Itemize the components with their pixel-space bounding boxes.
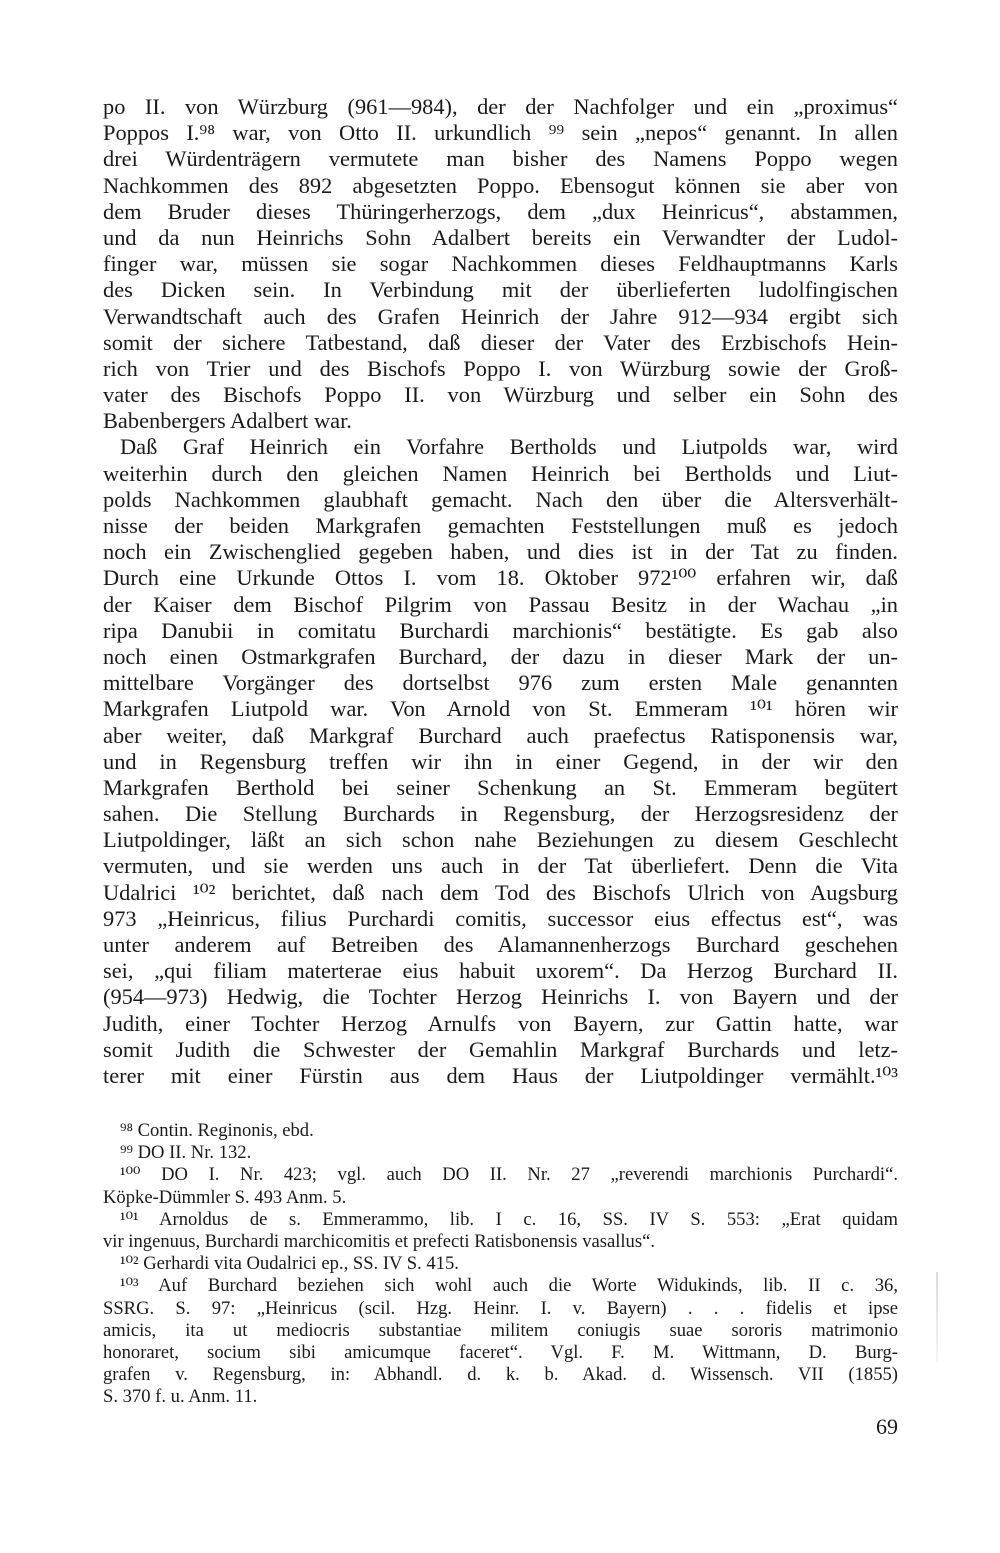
text-line: Udalrici ¹⁰² berichtet, daß nach dem Tod des Bischofs Ulrich von Augsburg [103,879,898,905]
text-line: 973 „Heinricus, filius Purchardi comitis, successor eius effectus est“, was [103,905,898,931]
text-line: Judith, einer Tochter Herzog Arnulfs von Bayern, zur Gattin hatte, war [103,1010,898,1036]
footnote-line: Köpke-Dümmler S. 493 Anm. 5. [103,1186,347,1208]
scan-edge-mark [936,1272,938,1362]
text-line: nisse der beiden Markgrafen gemachten Feststellungen muß es jedoch [103,513,898,538]
text-line: terer mit einer Fürstin aus dem Haus der Liutpoldinger vermählt.¹⁰³ [103,1062,898,1088]
text-line: unter anderem auf Betreiben des Alamannenherzogs Burchard geschehen [103,932,898,957]
body-text [103,94,898,1089]
text-line: weiterhin durch den gleichen Namen Heinrich bei Bertholds und Liut- [103,460,898,486]
text-line: Verwandtschaft auch des Grafen Heinrich der Jahre 912—934 ergibt sich [103,303,898,329]
text-line: finger war, müssen sie sogar Nachkommen dieses Feldhauptmanns Karls [103,251,898,277]
text-line: polds Nachkommen glaubhaft gemacht. Nach den über die Altersverhält- [103,486,898,512]
footnote-line: honoraret, socium sibi amicumque faceret“. Vgl. F. M. Wittmann, D. Burg- [103,1341,898,1363]
text-line: sei, „qui filiam materterae eius habuit uxorem“. Da Herzog Burchard II. [103,958,898,984]
text-line: Liutpoldinger, läßt an sich schon nahe Beziehungen zu diesem Geschlecht [103,827,898,853]
text-line: Markgrafen Liutpold war. Von Arnold von St. Emmeram ¹⁰¹ hören wir [103,696,898,722]
footnote-line: ¹⁰¹ Arnoldus de s. Emmerammo, lib. I c. 16, SS. IV S. 553: „Erat quidam [120,1208,898,1230]
text-line: aber weiter, daß Markgraf Burchard auch praefectus Ratisponensis war, [103,722,898,748]
text-line: somit Judith die Schwester der Gemahlin Markgraf Burchards und letz- [103,1036,898,1062]
text-line: Daß Graf Heinrich ein Vorfahre Bertholds und Liutpolds war, wird [120,434,898,460]
text-line: und in Regensburg treffen wir ihn in einer Gegend, in der wir den [103,748,898,774]
text-line: Babenbergers Adalbert war. [103,408,352,434]
text-line: drei Würdenträgern vermutete man bisher des Namens Poppo wegen [103,146,898,172]
footnote-line: ¹⁰³ Auf Burchard beziehen sich wohl auch die Worte Widukinds, lib. II c. 36, [120,1275,898,1297]
footnote-line: vir ingenuus, Burchardi marchicomitis et prefecti Ratisbonensis vasallus“. [103,1230,655,1252]
text-line: des Dicken sein. In Verbindung mit der überlieferten ludolfingischen [103,277,898,303]
text-line: mittelbare Vorgänger des dortselbst 976 zum ersten Male genannten [103,670,898,696]
footnote-line: SSRG. S. 97: „Heinricus (scil. Hzg. Heinr. I. v. Bayern) . . . fidelis et ipse [103,1297,898,1319]
text-line: rich von Trier und des Bischofs Poppo I. von Würzburg sowie der Groß- [103,355,898,381]
text-line: Durch eine Urkunde Ottos I. vom 18. Oktober 972¹⁰⁰ erfahren wir, daß [103,565,898,591]
text-line: sahen. Die Stellung Burchards in Regensburg, der Herzogsresidenz der [103,801,898,827]
text-line: Poppos I.⁹⁸ war, von Otto II. urkundlich ⁹⁹ sein „nepos“ genannt. In allen [103,120,898,146]
text-line: vermuten, und sie werden uns auch in der Tat überliefert. Denn die Vita [103,853,898,879]
footnote-line: ⁹⁸ Contin. Reginonis, ebd. [120,1120,314,1141]
text-line: noch ein Zwischenglied gegeben haben, und dies ist in der Tat zu finden. [103,539,898,565]
text-line: (954—973) Hedwig, die Tochter Herzog Heinrichs I. von Bayern und der [103,984,898,1010]
text-line: po II. von Würzburg (961—984), der der Nachfolger und ein „proximus“ [103,94,898,119]
text-line: der Kaiser dem Bischof Pilgrim von Passau Besitz in der Wachau „in [103,591,898,617]
text-line: und da nun Heinrichs Sohn Adalbert bereits ein Verwandter der Ludol- [103,224,898,250]
text-line: Markgrafen Berthold bei seiner Schenkung an St. Emmeram begütert [103,774,898,800]
page-number: 69 [876,1414,898,1439]
footnote-line: ⁹⁹ DO II. Nr. 132. [120,1142,252,1164]
footnote-line: ¹⁰⁰ DO I. Nr. 423; vgl. auch DO II. Nr. 27 „reverendi marchionis Purchardi“. [120,1164,898,1186]
text-line: vater des Bischofs Poppo II. von Würzburg und selber ein Sohn des [103,382,898,408]
text-line: Nachkommen des 892 abgesetzten Poppo. Ebensogut können sie aber von [103,172,898,198]
footnote-line: grafen v. Regensburg, in: Abhandl. d. k. b. Akad. d. Wissensch. VII (1855) [103,1364,898,1386]
footnote-line: ¹⁰² Gerhardi vita Oudalrici ep., SS. IV S. 415. [120,1253,459,1275]
footnote-line: amicis, ita ut mediocris substantiae militem coniugis suae sororis matrimonio [103,1319,898,1341]
footnote-line: S. 370 f. u. Anm. 11. [103,1386,258,1408]
footnotes [103,1120,898,1408]
text-line: ripa Danubii in comitatu Burchardi marchionis“ bestätigte. Es gab also [103,617,898,643]
text-line: dem Bruder dieses Thüringerherzogs, dem „dux Heinricus“, abstammen, [103,198,898,224]
text-line: noch einen Ostmarkgrafen Burchard, der dazu in dieser Mark der un- [103,643,898,669]
text-line: somit der sichere Tatbestand, daß dieser der Vater des Erzbischofs Hein- [103,329,898,355]
